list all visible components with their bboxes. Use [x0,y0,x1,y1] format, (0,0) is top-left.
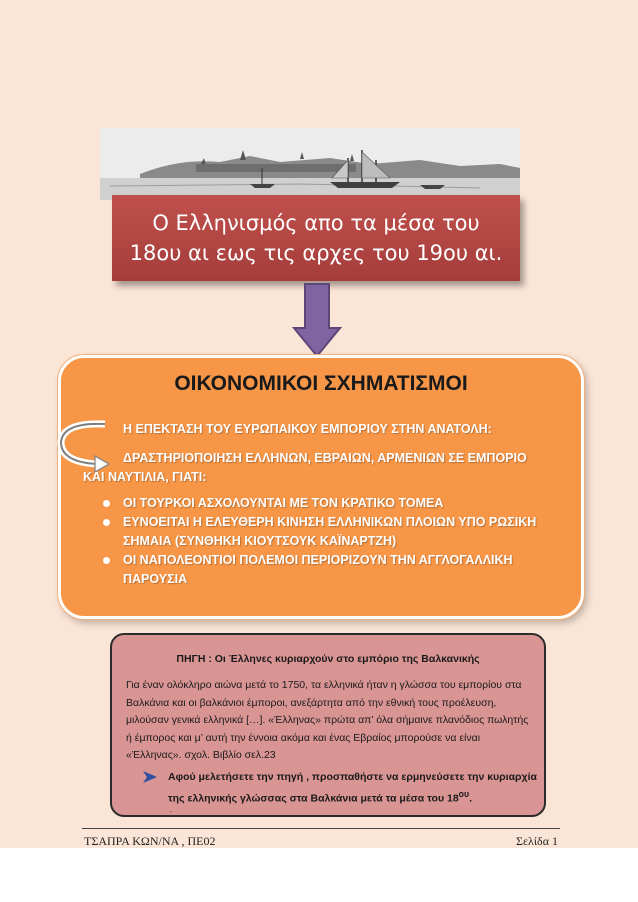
stray-dot: . [170,805,173,814]
question-superscript: ου [458,789,470,799]
question-end: . [469,792,473,805]
bullet-icon [103,500,110,507]
main-title-line1: Ο Ελληνισμός απο τα μέσα του [152,211,480,235]
main-title-line2: 18ου αι εως τις αρχες του 19ου αι. [129,241,503,265]
source-box [110,633,546,817]
arrow-bullet-icon [142,770,158,784]
footer-page-number: Σελίδα 1 [515,834,558,848]
reasons-list [101,490,556,589]
source-question [146,769,542,808]
footer-author: ΤΣΑΠΡΑ ΚΩΝ/ΝΑ , ΠΕ02 [84,834,216,848]
list-item: ΟΙ ΤΟΥΡΚΟΙ ΑΣΧΟΛΟΥΝΤΑΙ ΜΕ ΤΟΝ ΚΡΑΤΙΚΟ ΤΟΜΕΑ [101,494,556,513]
list-item: ΟΙ ΝΑΠΟΛΕΟΝΤΙΟΙ ΠΟΛΕΜΟΙ ΠΕΡΙΟΡΙΖΟΥΝ ΤΗΝ ΑΓΓΛΟΓΑΛΛΙΚΗ ΠΑΡΟΥΣΙΑ [101,551,556,589]
question-text: Αφού μελετήσετε την πηγή , προσπαθήστε να ερμηνεύσετε την κυριαρχία της ελληνικής γλώσσας στα Βαλκάνια μετά τα μέσα του 18 [168,771,537,805]
economic-formations-panel [58,355,584,619]
bullet-icon [103,557,110,564]
main-title-banner [112,195,520,281]
down-arrow-icon [292,282,342,358]
source-title: ΠΗΓΗ : Οι Έλληνες κυριαρχούν στο εμπόριο της Βαλκανικής [176,653,480,665]
panel-line-activation-1: ΔΡΑΣΤΗΡΙΟΠΟΙΗΣΗ ΕΛΛΗΝΩΝ, ΕΒΡΑΙΩΝ, ΑΡΜΕΝΙΩΝ ΣΕ ΕΜΠΟΡΙΟ [123,451,527,465]
panel-title: ΟΙΚΟΝΟΜΙΚΟΙ ΣΧΗΜΑΤΙΣΜΟΙ [174,372,468,395]
panel-line-expansion: Η ΕΠΕΚΤΑΣΗ ΤΟΥ ΕΥΡΩΠΑΙΚΟΥ ΕΜΠΟΡΙΟΥ ΣΤΗΝ ΑΝΑΤΟΛΗ: [123,422,492,436]
bullet-icon [103,519,110,526]
panel-line-activation-2: ΚΑΙ ΝΑΥΤΙΛΙΑ, ΓΙΑΤΙ: [83,470,207,484]
harbor-engraving-image [100,128,520,200]
list-item: ΕΥΝΟΕΙΤΑΙ Η ΕΛΕΥΘΕΡΗ ΚΙΝΗΣΗ ΕΛΛΗΝΙΚΩΝ ΠΛΟΙΩΝ ΥΠΟ ΡΩΣΙΚΗ ΣΗΜΑΙΑ (ΣΥΝΘΗΚΗ ΚΙΟΥΤΣΟΥΚ ΚΑΪΝΑΡΤΖΗ) [101,513,556,551]
source-text: Για έναν ολόκληρο αιώνα μετά το 1750, τα ελληνικά ήταν η γλώσσα του εμπορίου στα Βαλκάνια και οι βαλκάνιοι έμποροι, ανεξάρτητα από την εθνική τους προέλευση, μιλούσαν γενικά ελληνικά […]. «Έλληνας» πρώτα απ’ όλα σήμαινε πλανόδιος πωλητής ή έμπορος και μ’ αυτή την έννοια ακόμα και ένας Εβραίος μπορούσε να είναι «Έλληνας». σχολ. Βιβλίο σελ.23 [126,679,529,761]
footer-divider [82,828,560,829]
curved-arrow-icon [53,420,113,474]
